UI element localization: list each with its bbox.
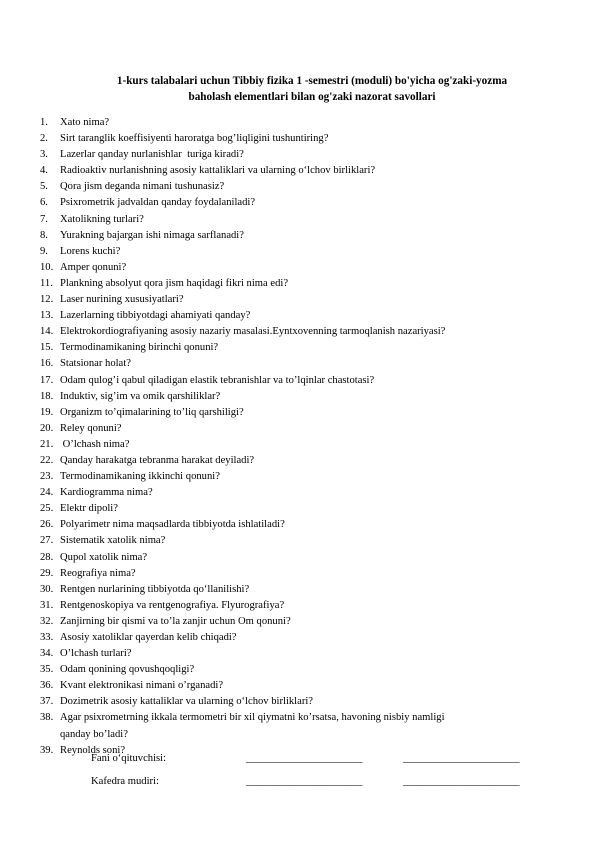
question-item — [40, 356, 560, 372]
question-text-main: Dozimetrik asosiy kattaliklar va ularning o‘lchov birliklari? — [60, 696, 313, 708]
question-number: 26. — [40, 519, 54, 531]
question-text-main: Organizm to’qimalarining to’liq qarshiligi? — [60, 406, 244, 418]
question-number: 24. — [40, 487, 54, 499]
question-list — [40, 115, 560, 759]
question-number: 39. — [40, 744, 54, 756]
question-text-main: Odam qulog’i qabul qiladigan elastik tebranishlar va to’lqinlar chastotasi? — [60, 374, 375, 386]
question-text-main: Reley qonuni? — [60, 422, 122, 434]
question-item — [40, 678, 560, 694]
question-text — [60, 260, 560, 276]
question-text-main: Reynolds soni? — [60, 744, 126, 756]
teacher-signature-line: ______________________ — [246, 753, 363, 764]
question-text — [60, 501, 560, 517]
title-line-1: 1-kurs talabalari uchun Tibbiy fizika 1 -semestri (moduli) bo'yicha og'zaki-yozma — [116, 75, 508, 87]
question-text-main: Termodinamikaning ikkinchi qonuni? — [60, 471, 220, 483]
question-item — [40, 405, 560, 421]
question-item — [40, 308, 560, 324]
question-item — [40, 131, 560, 147]
question-text-main: Zanjirning bir qismi va to’la zanjir uchun Om qonuni? — [60, 615, 291, 627]
question-text — [60, 421, 560, 437]
question-item — [40, 469, 560, 485]
question-text — [60, 244, 560, 260]
question-item — [40, 646, 560, 662]
head-signature-row — [91, 776, 551, 799]
question-text — [60, 405, 560, 421]
question-text — [60, 694, 560, 710]
question-item — [40, 501, 560, 517]
question-text — [60, 662, 560, 678]
question-text — [60, 163, 560, 179]
question-text-main: Laser nurining xususiyatlari? — [60, 294, 184, 306]
question-number: 31. — [40, 599, 54, 611]
question-number: 1. — [40, 117, 48, 128]
question-number: 33. — [40, 632, 54, 643]
question-item — [40, 662, 560, 678]
question-item — [40, 228, 560, 244]
question-item — [40, 598, 560, 614]
question-item — [40, 260, 560, 276]
question-item — [40, 324, 560, 340]
question-item — [40, 614, 560, 630]
question-item — [40, 582, 560, 598]
question-text — [60, 228, 560, 244]
question-number: 21. — [40, 438, 54, 450]
question-text-main: Psixrometrik jadvaldan qanday foydalaniladi? — [60, 197, 256, 209]
question-text-main: Kardiogramma nima? — [60, 487, 153, 499]
question-text-main: Asosiy xatoliklar qayerdan kelib chiqadi? — [60, 632, 237, 643]
question-number: 11. — [40, 277, 53, 289]
question-text-main: O’lchash nima? — [60, 438, 130, 450]
question-text — [60, 389, 560, 405]
question-text-main: Sirt taranglik koeffisiyenti haroratga bog’liqligini tushuntiring? — [60, 133, 329, 145]
question-text-main: Polyarimetr nima maqsadlarda tibbiyotda ishlatiladi? — [60, 519, 285, 531]
question-number: 4. — [40, 165, 48, 177]
question-text-main: Lazerlarning tibbiyotdagi ahamiyati qanday? — [60, 310, 251, 322]
question-number: 16. — [40, 358, 54, 370]
question-text-main: Elektrokordiografiyaning asosiy nazariy masalasi.Eyntxovenning tarmoqlanish nazariyasi? — [60, 326, 446, 338]
question-text — [60, 630, 560, 646]
question-text-main: Amper qonuni? — [60, 261, 127, 273]
question-item — [40, 212, 560, 228]
document-title — [98, 73, 526, 105]
question-number: 12. — [40, 294, 54, 306]
question-number: 7. — [40, 213, 48, 225]
question-number: 2. — [40, 133, 48, 145]
head-label: Kafedra mudiri: — [91, 776, 159, 787]
question-text — [60, 147, 560, 163]
question-number: 6. — [40, 197, 48, 209]
question-number: 38. — [40, 712, 54, 724]
teacher-name-line: ______________________ — [403, 753, 520, 764]
question-text-main: Termodinamikaning birinchi qonuni? — [60, 342, 219, 354]
question-number: 29. — [40, 567, 54, 579]
question-item — [40, 373, 560, 389]
question-item — [40, 389, 560, 405]
question-number: 30. — [40, 583, 54, 595]
question-text — [60, 598, 560, 614]
question-text-main: Radioaktiv nurlanishning asosiy kattaliklari va ularning o‘lchov birliklari? — [60, 165, 376, 177]
question-text-main: Statsionar holat? — [60, 358, 131, 370]
question-number: 25. — [40, 503, 54, 515]
question-item — [40, 533, 560, 549]
question-text-main: Lorens kuchi? — [60, 245, 121, 257]
question-text-main: O’lchash turlari? — [60, 648, 132, 660]
question-text — [60, 469, 560, 485]
question-text — [60, 453, 560, 469]
question-text — [60, 195, 560, 211]
question-number: 36. — [40, 680, 54, 692]
question-item — [40, 630, 560, 646]
question-item — [40, 485, 560, 501]
question-item — [40, 115, 560, 131]
question-number: 18. — [40, 390, 54, 402]
question-text — [60, 710, 560, 742]
question-text — [60, 614, 560, 630]
question-text — [60, 340, 560, 356]
title-line-2: baholash elementlari bilan og'zaki nazorat savollari — [188, 91, 436, 103]
question-text — [60, 566, 560, 582]
question-number: 10. — [40, 261, 54, 273]
question-text-continuation: qanday bo’ladi? — [60, 728, 128, 740]
question-item — [40, 276, 560, 292]
question-text-main: Rentgen nurlarining tibbiyotda qo‘llanilishi? — [60, 583, 250, 595]
teacher-label: Fani o‘qituvchisi: — [91, 753, 167, 764]
question-number: 34. — [40, 648, 54, 660]
question-item — [40, 550, 560, 566]
head-signature-line: ______________________ — [246, 776, 363, 787]
question-text-main: Qupol xatolik nima? — [60, 551, 148, 563]
question-text-main: Yurakning bajargan ishi nimaga sarflanadi? — [60, 229, 244, 241]
question-text-main: Induktiv, sig’im va omik qarshiliklar? — [60, 390, 221, 402]
question-item — [40, 340, 560, 356]
question-item — [40, 453, 560, 469]
question-item — [40, 195, 560, 211]
question-text-main: Agar psixrometrning ikkala termometri bir xil qiymatni ko’rsatsa, havoning nisbiy namligi — [60, 712, 445, 724]
question-item — [40, 437, 560, 453]
question-text-main: Xato nima? — [60, 117, 110, 128]
question-text-main: Xatolikning turlari? — [60, 213, 144, 225]
question-text — [60, 292, 560, 308]
question-text — [60, 179, 560, 195]
question-number: 15. — [40, 342, 54, 354]
question-number: 17. — [40, 374, 54, 386]
question-item — [40, 694, 560, 710]
question-text-main: Odam qonining qovushqoqligi? — [60, 664, 195, 676]
question-number: 37. — [40, 696, 54, 708]
question-number: 28. — [40, 551, 54, 563]
question-item — [40, 163, 560, 179]
question-text — [60, 324, 560, 340]
question-number: 23. — [40, 471, 54, 483]
question-number: 22. — [40, 454, 54, 466]
question-text — [60, 678, 560, 694]
question-text — [60, 356, 560, 372]
question-text-main: Sistematik xatolik nima? — [60, 535, 166, 547]
question-number: 8. — [40, 229, 48, 241]
question-item — [40, 517, 560, 533]
question-item — [40, 710, 560, 742]
question-number: 27. — [40, 535, 54, 547]
question-item — [40, 292, 560, 308]
question-text — [60, 533, 560, 549]
question-item — [40, 421, 560, 437]
question-text — [60, 646, 560, 662]
question-text-main: Kvant elektronikasi nimani o’rganadi? — [60, 680, 224, 692]
question-number: 20. — [40, 422, 54, 434]
question-text — [60, 308, 560, 324]
question-text — [60, 115, 560, 131]
question-number: 14. — [40, 326, 54, 338]
question-item — [40, 147, 560, 163]
question-number: 32. — [40, 615, 54, 627]
question-number: 13. — [40, 310, 54, 322]
question-text — [60, 212, 560, 228]
question-text — [60, 517, 560, 533]
question-text — [60, 550, 560, 566]
question-text — [60, 437, 560, 453]
question-text — [60, 582, 560, 598]
question-text — [60, 485, 560, 501]
question-text — [60, 373, 560, 389]
question-item — [40, 566, 560, 582]
question-text — [60, 276, 560, 292]
question-text-main: Plankning absolyut qora jism haqidagi fikri nima edi? — [60, 277, 289, 289]
teacher-signature-row — [91, 753, 551, 776]
question-item — [40, 179, 560, 195]
question-item — [40, 244, 560, 260]
question-number: 9. — [40, 245, 48, 257]
question-text-main: Lazerlar qanday nurlanishlar turiga kiradi? — [60, 149, 244, 161]
question-number: 19. — [40, 406, 54, 418]
question-number: 5. — [40, 181, 48, 193]
question-text-main: Reografiya nima? — [60, 567, 136, 579]
question-text-main: Qanday harakatga tebranma harakat deyiladi? — [60, 454, 255, 466]
question-text-main: Elektr dipoli? — [60, 503, 118, 515]
head-name-line: ______________________ — [403, 776, 520, 787]
question-text-main: Qora jism deganda nimani tushunasiz? — [60, 181, 225, 193]
question-text-main: Rentgenoskopiya va rentgenografiya. Flyurografiya? — [60, 599, 285, 611]
question-text — [60, 131, 560, 147]
question-number: 3. — [40, 149, 48, 161]
question-number: 35. — [40, 664, 54, 676]
signature-block — [91, 753, 551, 799]
